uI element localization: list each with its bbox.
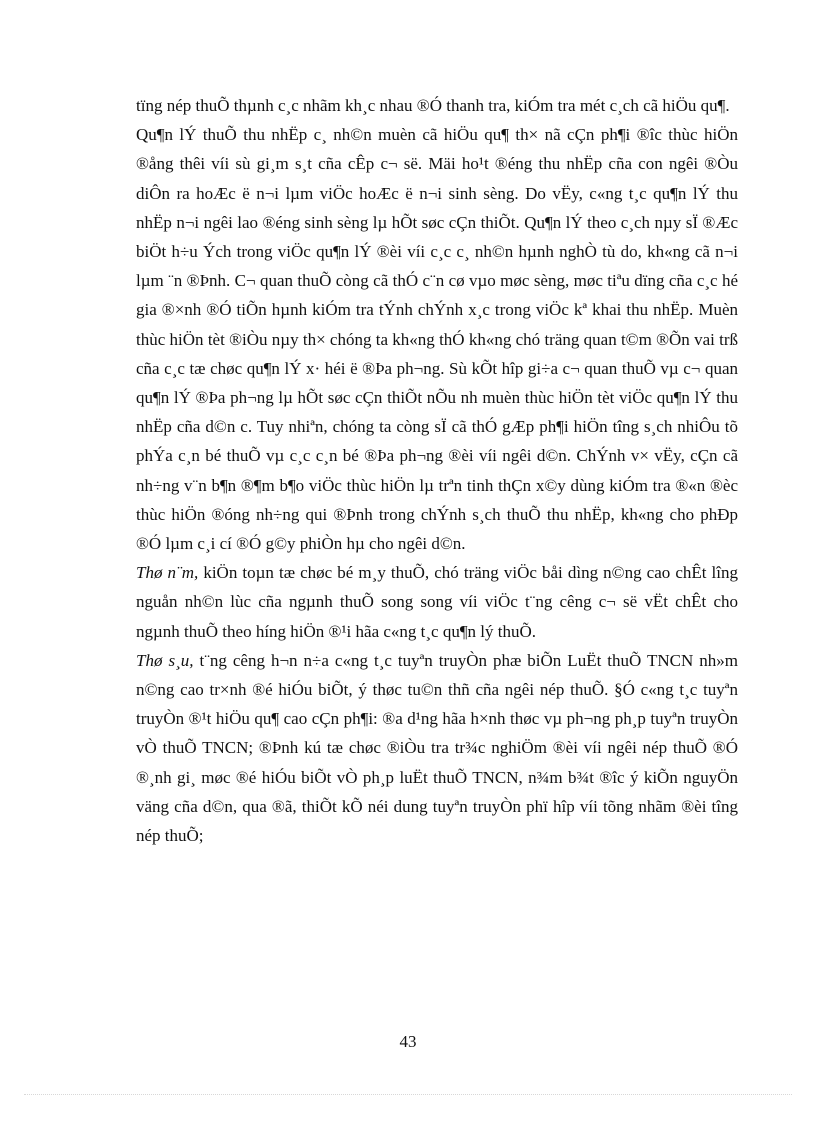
- paragraph-4: [136, 646, 738, 850]
- paragraph-text: t¨ng cêng h¬n n÷a c«ng t¸c tuyªn truyÒn phæ biÕn LuËt thuÕ TNCN nh»m n©ng cao tr×nh ®é hiÓu biÕt, ý thøc tu©n thñ cña ngêi nép thuÕ. §Ó c«ng t¸c tuyªn truyÒn ®¹t hiÖu qu¶ cao cÇn ph¶i: ®a d¹ng hãa h×nh thøc vµ ph¬ng ph¸p tuyªn truyÒn vÒ thuÕ TNCN; ®Þnh kú tæ chøc ®iÒu tra tr¾c nghiÖm ®èi víi ngêi nép thuÕ ®Ó ®¸nh gi¸ møc ®é hiÓu biÕt vÒ ph¸p luËt thuÕ TNCN, n¾m b¾t ®îc ý kiÕn nguyÖn väng cña d©n, qua ®ã, thiÕt kÕ néi dung tuyªn truyÒn phï hîp víi tõng nhãm ®èi tîng nép thuÕ;: [136, 650, 738, 846]
- paragraph-1: [136, 91, 738, 120]
- paragraph-text: kiÖn toµn tæ chøc bé m¸y thuÕ, chó träng viÖc båi dìng n©ng cao chÊt lîng nguån nh©n lùc cña ngµnh thuÕ song song víi viÖc t¨ng cêng c¬ së vËt chÊt cho ngµnh thuÕ theo híng hiÖn ®¹i hãa c«ng t¸c qu¶n lý thuÕ.: [136, 563, 738, 641]
- paragraph-text: Qu¶n lÝ thuÕ thu nhËp c¸ nh©n muèn cã hiÖu qu¶ th× nã cÇn ph¶i ®îc thùc hiÖn ®ång thêi víi sù gi¸m s¸t cña cÊp c¬ së. Mäi ho¹t ®éng thu nhËp cña con ngêi ®Òu diÔn ra hoÆc ë n¬i lµm viÖc hoÆc ë n¬i sinh sèng. Do vËy, c«ng t¸c qu¶n lÝ thu nhËp n¬i ngêi lao ®éng sinh sèng lµ hÕt søc cÇn thiÕt. Qu¶n lÝ theo c¸ch nµy sÏ ®Æc biÖt h÷u Ých trong viÖc qu¶n lÝ ®èi víi c¸c c¸ nh©n hµnh nghÒ tù do, kh«ng cã n¬i lµm ¨n ®Þnh. C¬ quan thuÕ còng cã thÓ c¨n cø vµo møc sèng, møc tiªu dïng cña c¸c hé gia ®×nh ®Ó tiÕn hµnh kiÓm tra tÝnh chÝnh x¸c trong viÖc kª khai thu nhËp. Muèn thùc hiÖn tèt ®iÒu nµy th× chóng ta kh«ng thÓ kh«ng chó träng quan t©m ®Õn vai trß cña c¸c tæ chøc qu¶n lÝ x· héi ë ®Þa ph¬ng. Sù kÕt hîp gi÷a c¬ quan thuÕ vµ c¬ quan qu¶n lÝ ®Þa ph¬ng lµ hÕt søc cÇn thiÕt nÕu nh muèn thùc hiÖn tèt viÖc qu¶n lÝ thu nhËp cña d©n c. Tuy nhiªn, chóng ta còng sÏ cã thÓ gÆp ph¶i hiÖn tîng s¸ch nhiÔu tõ phÝa c¸n bé thuÕ vµ c¸c c¸n bé ®Þa ph¬ng ®èi víi ngêi d©n. ChÝnh v× vËy, cÇn cã nh÷ng v¨n b¶n ®¶m b¶o viÖc thùc hiÖn lµ trªn tinh thÇn x©y dùng kiÓm tra ®«n ®èc thùc hiÖn ®óng nh÷ng qui ®Þnh trong chÝnh s¸ch thuÕ thu nhËp, kh«ng cho phÐp ®Ó lµm c¸i cí ®Ó g©y phiÒn hµ cho ngêi d©n.: [136, 125, 738, 554]
- body-text: [136, 91, 738, 850]
- page-divider: [24, 1094, 792, 1095]
- paragraph-3: [136, 558, 738, 646]
- paragraph-lead: Thø s¸u,: [136, 650, 194, 670]
- paragraph-text: tïng nép thuÕ thµnh c¸c nhãm kh¸c nhau ®Ó thanh tra, kiÓm tra mét c¸ch cã hiÖu qu¶.: [136, 96, 730, 115]
- paragraph-lead: Thø n¨m,: [136, 563, 199, 583]
- page-number: 43: [399, 1032, 417, 1051]
- paragraph-2: [136, 120, 738, 558]
